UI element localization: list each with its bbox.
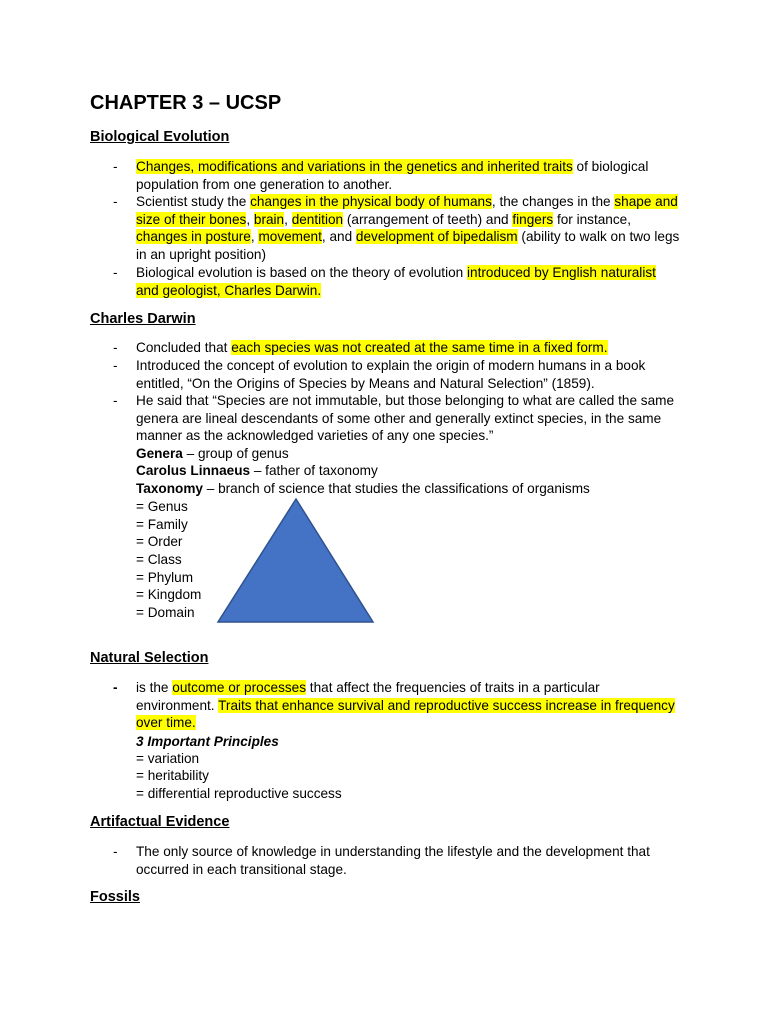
highlight: development of bipedalism: [355, 229, 518, 245]
bullet-dash: -: [113, 393, 118, 408]
text-run: that affect the frequencies of traits in a particular environment.: [136, 680, 600, 713]
taxonomy-definition: [136, 480, 590, 498]
bullet-dash: -: [113, 159, 118, 174]
bullet-dash: -: [113, 340, 118, 355]
text-run: of biological population from one generation to another.: [136, 159, 649, 192]
rank-domain: = Domain: [136, 605, 195, 620]
principle-heritability: = heritability: [136, 768, 209, 783]
term: Taxonomy: [136, 481, 203, 496]
highlight: introduced by English naturalist and geologist, Charles Darwin.: [136, 265, 656, 298]
text-run: (arrangement of teeth) and: [343, 211, 513, 227]
highlight: changes in the physical body of humans: [250, 194, 492, 209]
rank-class: = Class: [136, 552, 182, 567]
rank-family: = Family: [136, 517, 188, 532]
rank-kingdom: = Kingdom: [136, 587, 202, 602]
heading-artifactual-evidence: Artifactual Evidence: [90, 814, 230, 830]
text-run: Concluded that: [136, 340, 232, 355]
principles-heading: 3 Important Principles: [136, 734, 279, 749]
heading-charles-darwin: Charles Darwin: [90, 311, 196, 327]
text-run: for instance,: [553, 211, 631, 227]
bullet-dash: -: [113, 265, 118, 280]
genera-definition: [136, 445, 289, 463]
text-run: ,: [284, 211, 292, 227]
highlight: dentition: [291, 211, 344, 227]
page-title: CHAPTER 3 – UCSP: [90, 92, 282, 114]
term: Carolus Linnaeus: [136, 463, 251, 478]
bullet-dash: -: [113, 680, 118, 695]
rank-genus: = Genus: [136, 499, 188, 514]
rank-phylum: = Phylum: [136, 570, 194, 585]
text-run: He said that “Species are not immutable, but those belonging to what are called the same genera are lineal descendants of some other and generally extinct species, in the same manner as the acknowledged varieties of any one species.”: [136, 393, 675, 444]
linnaeus-definition: [136, 462, 378, 480]
highlight: fingers: [512, 211, 554, 227]
text-run: , the changes in the: [491, 194, 615, 209]
text-run: ,: [246, 211, 254, 227]
text-run: Introduced the concept of evolution to explain the origin of modern humans in a book entitled, “On the Origins of Species by Means and Natural Selection” (1859).: [136, 358, 646, 391]
heading-biological-evolution: Biological Evolution: [90, 129, 230, 145]
triangle-shape: [218, 499, 373, 622]
highlight: changes in posture: [136, 229, 251, 245]
heading-fossils: Fossils: [90, 889, 140, 905]
text-run: Scientist study the: [136, 194, 251, 209]
heading-natural-selection: Natural Selection: [90, 650, 209, 666]
text-run: The only source of knowledge in understanding the lifestyle and the development that occurred in each transitional stage.: [136, 844, 650, 877]
definition: – branch of science that studies the classifications of organisms: [202, 481, 590, 496]
taxonomy-triangle: [216, 497, 376, 625]
highlight: Changes, modifications and variations in the genetics and inherited traits: [136, 159, 573, 174]
text-run: , and: [321, 229, 356, 245]
term: Genera: [136, 446, 183, 461]
highlight: Traits that enhance survival and reproductive success increase in frequency over time.: [136, 697, 675, 731]
rank-order: = Order: [136, 534, 183, 549]
text-run: ,: [250, 229, 259, 245]
text-run: is the: [136, 680, 173, 695]
highlight: outcome or processes: [172, 680, 307, 695]
highlight: shape and size of their bones: [136, 194, 678, 227]
principle-variation: = variation: [136, 751, 200, 766]
highlight: each species was not created at the same time in a fixed form.: [231, 340, 608, 355]
text-run: Biological evolution is based on the theory of evolution: [136, 265, 467, 280]
bullet-dash: -: [113, 194, 118, 209]
definition: – group of genus: [182, 446, 289, 461]
principle-differential-success: = differential reproductive success: [136, 786, 342, 801]
highlight: movement: [258, 229, 322, 245]
bullet-dash: -: [113, 358, 118, 373]
highlight: brain: [253, 211, 285, 227]
definition: – father of taxonomy: [250, 463, 378, 478]
bullet-dash: -: [113, 844, 118, 859]
text-run: (ability to walk on two legs in an upright position): [136, 229, 680, 262]
